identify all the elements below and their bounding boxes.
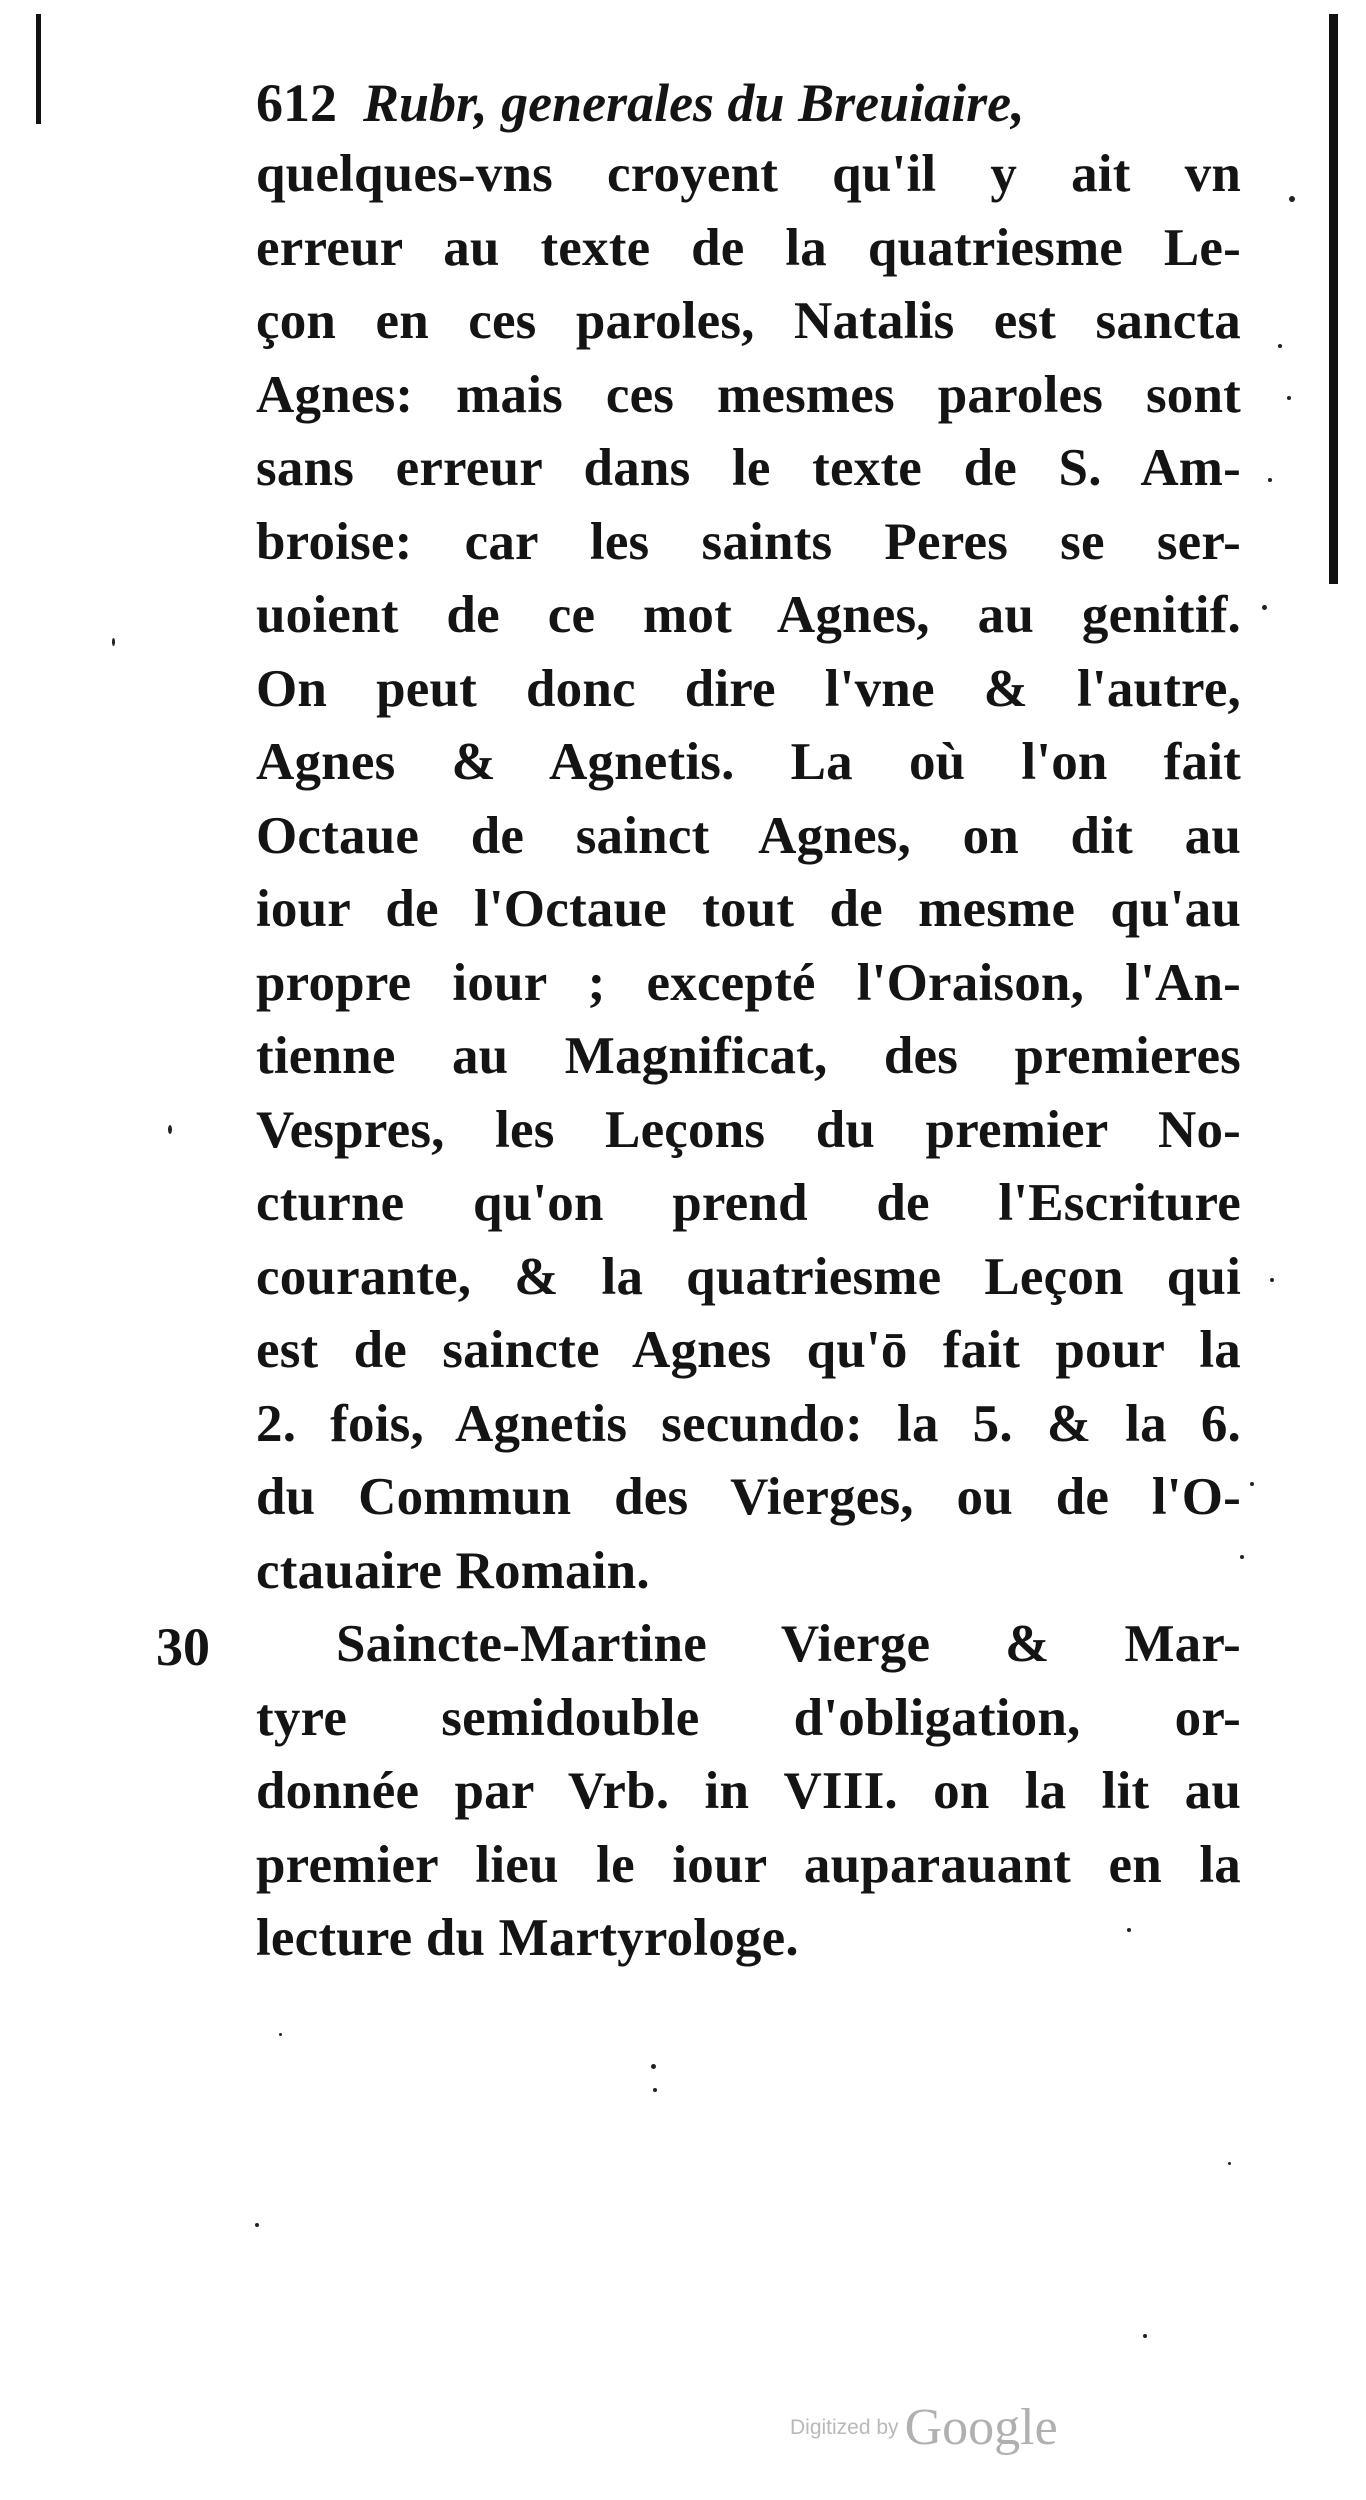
ink-speck (651, 2064, 656, 2069)
running-head: Rubr, generales du Breuiaire, (363, 73, 1025, 133)
ink-speck (1287, 396, 1291, 400)
text-line: Agnes & Agnetis. La où l'on fait (256, 733, 1241, 791)
text-line: 2. fois, Agnetis secundo: la 5. & la 6. (256, 1394, 1241, 1453)
text-line: tyre semidouble d'obligation, or- (256, 1688, 1241, 1747)
text-line: ctauaire Romain. (256, 1541, 650, 1600)
text-line: On peut donc dire l'vne & l'autre, (256, 659, 1241, 718)
ink-speck (1278, 344, 1282, 348)
margin-line-number: 30 (156, 1617, 210, 1677)
ink-speck (1270, 1278, 1274, 1282)
text-line: uoient de ce mot Agnes, au genitif. (256, 586, 1241, 644)
text-line: premier lieu le iour auparauant en la (256, 1835, 1241, 1894)
text-line: lecture du Martyrologe. (256, 1909, 799, 1967)
page-number: 612 (256, 73, 337, 133)
ink-speck (1143, 2334, 1147, 2338)
digitization-watermark (790, 2398, 1058, 2457)
text-line: çon en ces paroles, Natalis est sancta (256, 292, 1241, 350)
google-logo: Google (904, 2399, 1058, 2456)
text-line: du Commun des Vierges, ou de l'O- (256, 1468, 1241, 1526)
ink-speck (168, 1125, 172, 1134)
text-line-paragraph-start: Saincte-Martine Vierge & Mar- (336, 1615, 1241, 1673)
page-text (256, 68, 1241, 1976)
ink-speck (1289, 196, 1295, 202)
text-line: broise: car les saints Peres se ser- (256, 512, 1241, 571)
watermark-prefix: Digitized by (790, 2415, 899, 2439)
ink-speck (1262, 605, 1267, 610)
text-line: erreur au texte de la quatriesme Le- (256, 218, 1241, 277)
ink-speck (279, 2033, 282, 2036)
text-line: tienne au Magnificat, des premieres (256, 1027, 1241, 1085)
ink-speck (1250, 1482, 1254, 1486)
ink-speck (1268, 478, 1272, 482)
text-line: Vespres, les Leçons du premier No- (256, 1100, 1241, 1159)
text-line: est de saincte Agnes qu'ō fait pour la (256, 1321, 1241, 1379)
text-line: courante, & la quatriesme Leçon qui (256, 1247, 1241, 1306)
text-line: sans erreur dans le texte de S. Am- (256, 439, 1241, 497)
page-header (256, 68, 1241, 138)
ink-speck (255, 2223, 259, 2227)
text-line: propre iour ; excepté l'Oraison, l'An- (256, 953, 1241, 1012)
text-line: Octaue de sainct Agnes, on dit au (256, 806, 1241, 865)
text-line: quelques-vns croyent qu'il y ait vn (256, 145, 1241, 203)
text-line: Agnes: mais ces mesmes paroles sont (256, 365, 1241, 424)
ink-speck (1228, 2162, 1231, 2165)
text-line: iour de l'Octaue tout de mesme qu'au (256, 880, 1241, 938)
ink-speck (112, 638, 115, 646)
ink-speck (653, 2088, 657, 2092)
scan-edge-right (1329, 14, 1338, 584)
text-line: donnée par Vrb. in VIII. on la lit au (256, 1762, 1241, 1820)
text-line: cturne qu'on prend de l'Escriture (256, 1174, 1241, 1232)
scan-edge-left (36, 14, 41, 124)
